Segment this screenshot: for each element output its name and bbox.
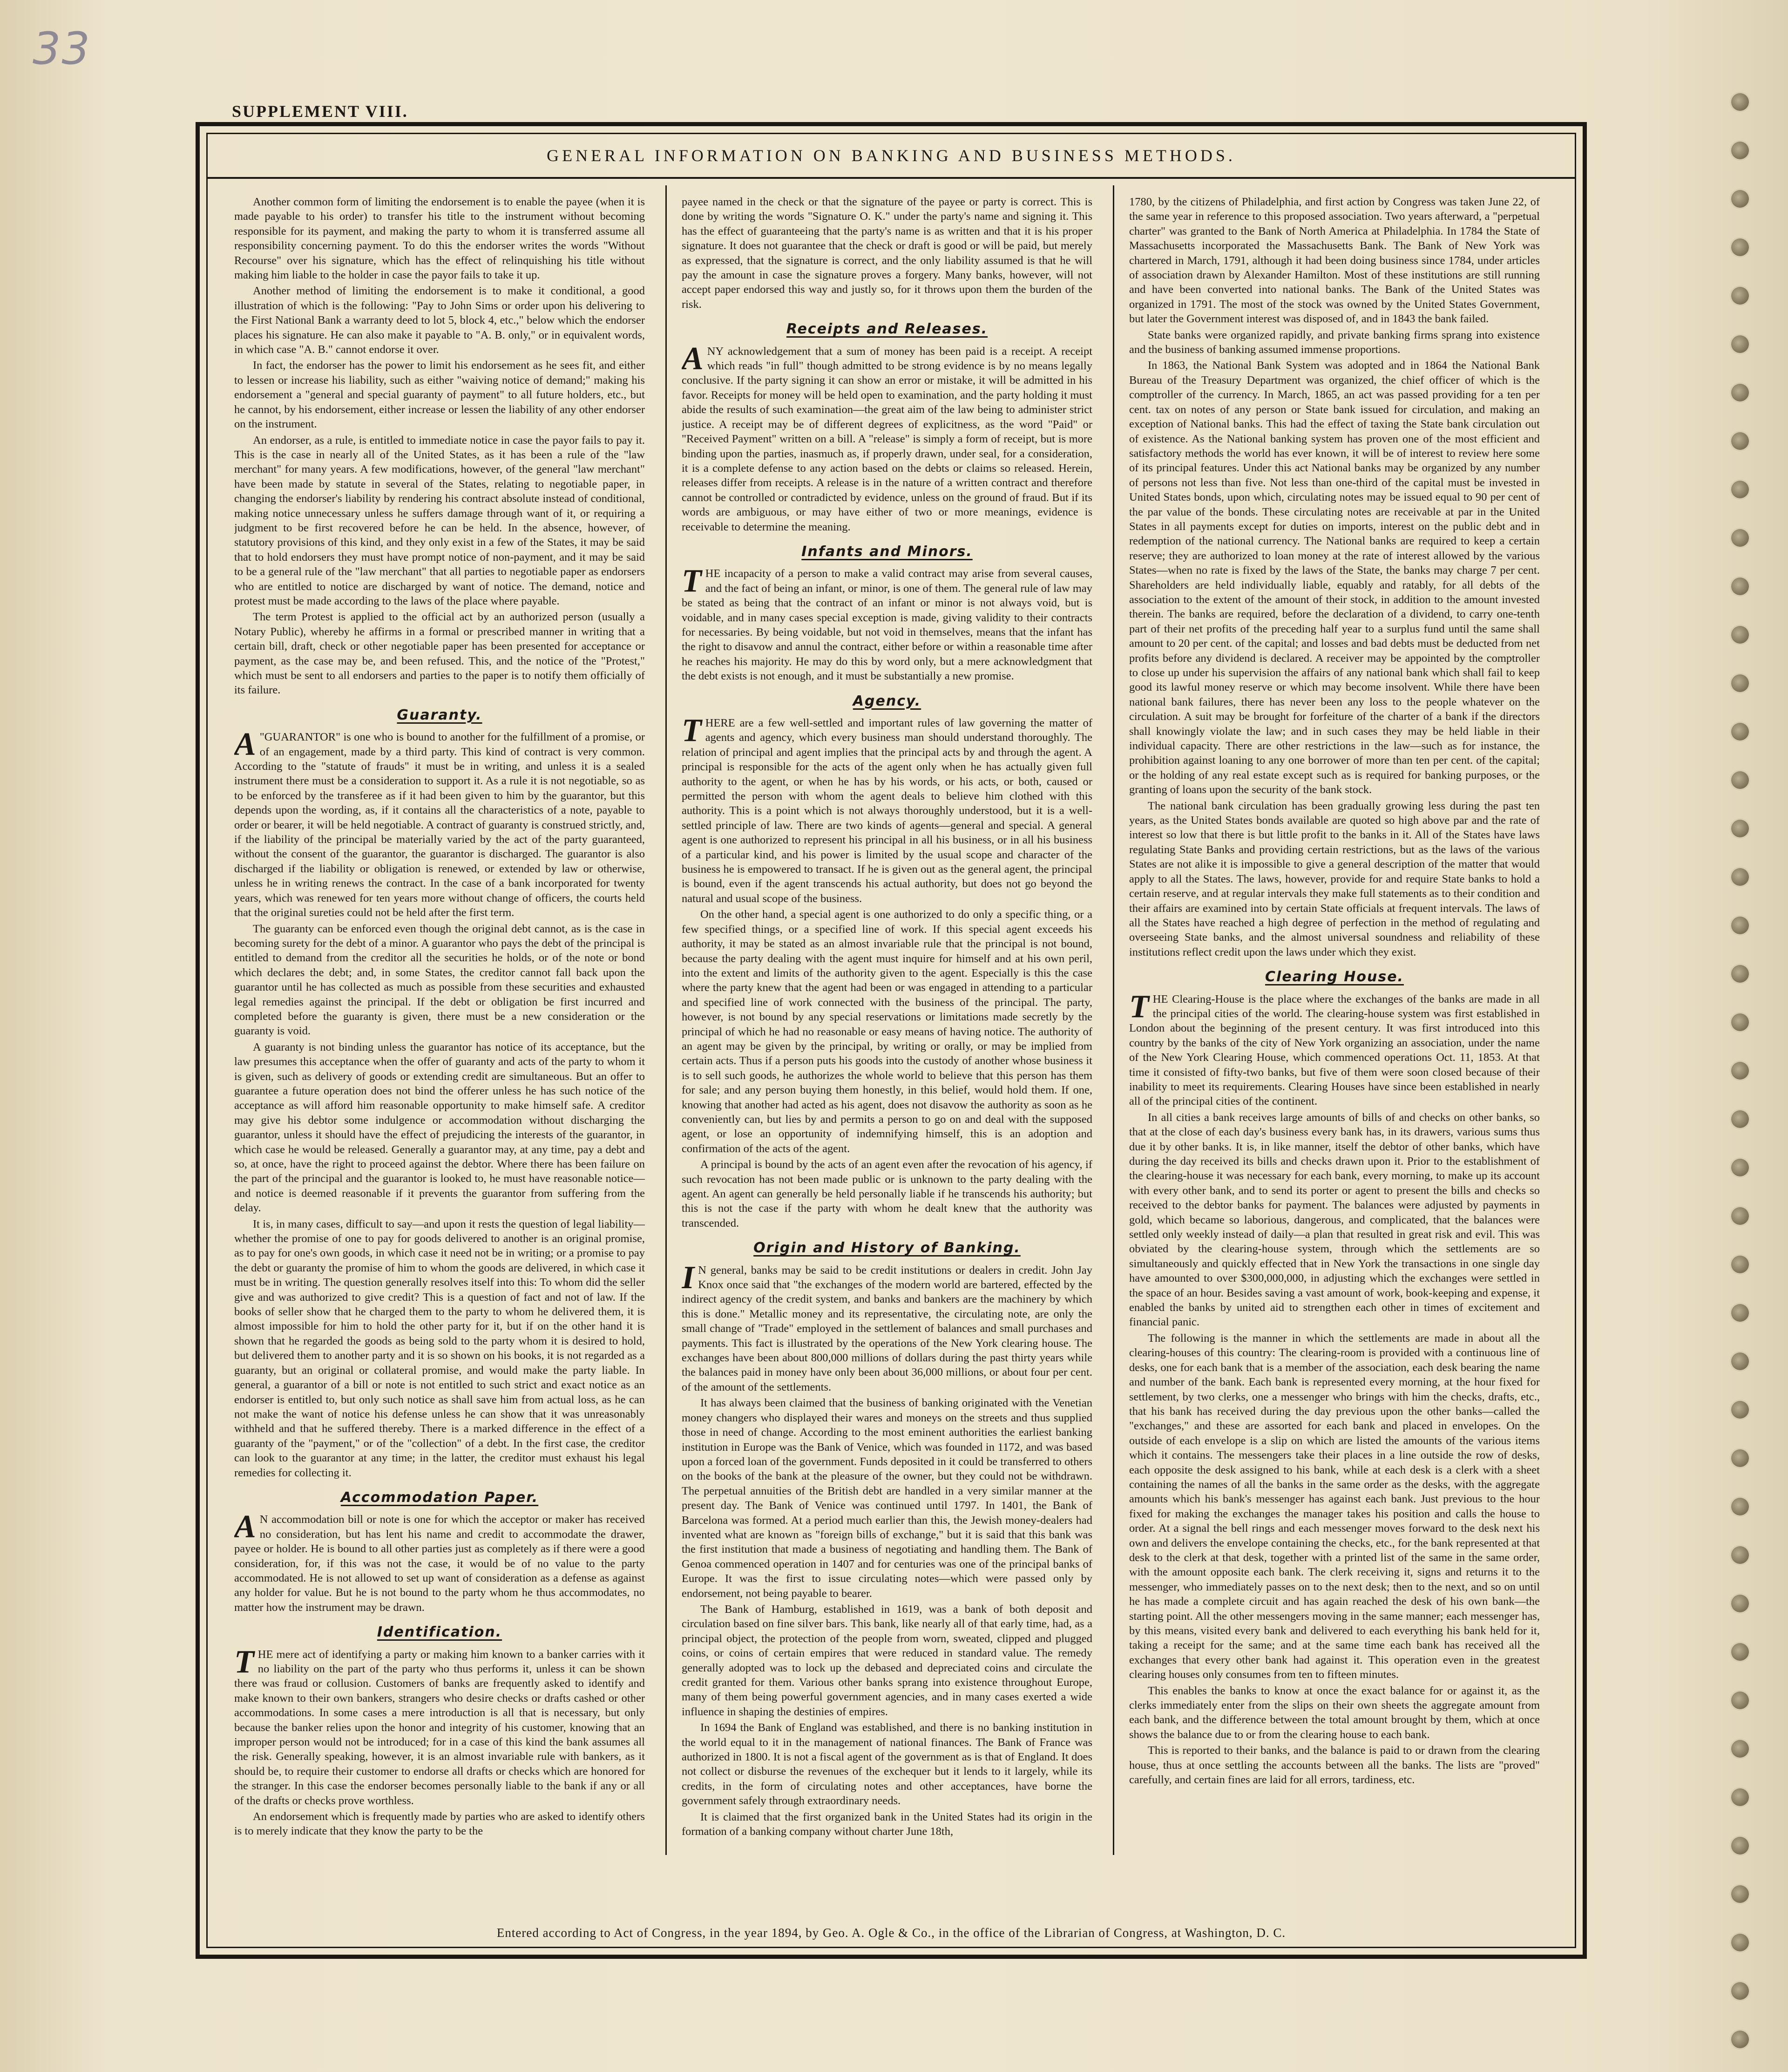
paragraph: This is reported to their banks, and the balance is paid to or drawn from the clearing house, thus at once settling the accounts between all the banks. The lists are "proved" carefully, and certain fines are laid for all errors, tardiness, etc. (1129, 1744, 1540, 1787)
binding-hole (1731, 287, 1749, 305)
binding-hole (1731, 190, 1749, 208)
drop-cap: T (1129, 988, 1149, 1025)
column-2 (682, 195, 1092, 1843)
binding-hole (1731, 1546, 1749, 1564)
binding-hole (1731, 1013, 1749, 1031)
drop-cap: A (682, 340, 704, 377)
paragraph: 1780, by the citizens of Philadelphia, and first action by Congress was taken June 22, of the same year in reference to this proposed association. Two years afterward, a "perpetual charter" was granted to the Bank of North America at Philadelphia. In 1784 the State of Massachusetts incorporated the Massachusetts Bank. The Bank of New York was chartered in March, 1791, although it had been doing business since 1784, under articles of association drawn by Alexander Hamilton. Most of these institutions are still running and have been converted into national banks. The Bank of the United States was organized in 1791. The most of the stock was owned by the United States Government, but later the Government interest was disposed of, and in 1843 the bank failed. (1129, 196, 1540, 326)
binding-hole (1731, 1982, 1749, 2000)
paragraph: payee named in the check or that the signature of the payee or party is correct. This is done by writing the words "Signature O. K." under the party's name and signing it. This has the effect of guaranteeing that the party's name is as written and that it is his proper signature. It does not guarantee that the check or draft is good or will be paid, but merely as expressed, that the signature is correct, and the only liability assumed is that he will pay the amount in case the signature proves a forgery. Many banks, however, will not accept paper endorsed this way and justly so, for it throws upon them the burden of the risk. (682, 196, 1092, 311)
binding-hole (1731, 238, 1749, 256)
drop-cap: T (682, 713, 702, 748)
binding-hole (1731, 1352, 1749, 1370)
drop-cap: I (682, 1259, 695, 1296)
drop-cap: T (682, 563, 702, 599)
paragraph: Another method of limiting the endorsement is to make it conditional, a good illustration of which is the following: "Pay to John Sims or order upon his delivering to the First National Bank a warranty deed to lot 5, block 4, etc.," below which the endorser places his signature. He can also make it payable to "A. B. only," or in equivalent words, in which case "A. B." cannot endorse it over. (234, 285, 645, 356)
paragraph (682, 713, 1092, 906)
binding-hole (1731, 1110, 1749, 1128)
section-heading-origin: Origin and History of Banking. (753, 1240, 1021, 1257)
binding-hole (1731, 1256, 1749, 1273)
supplement-label: SUPPLEMENT VIII. (232, 102, 408, 121)
binding-hole (1731, 432, 1749, 450)
paragraph: In 1694 the Bank of England was established, and there is no banking institution in the world equal to it in the management of national finances. The Bank of France was authorized in 1800. It is not a fiscal agent of the government as is that of England. It does not collect or disburse the revenues of the exchequer but it lends to it largely, while its credits, in the form of circulating notes and other acceptances, have borne the government safely through extraordinary needs. (682, 1721, 1092, 1807)
paragraph: It is claimed that the first organized bank in the United States had its origin in the formation of a banking company without charter June 18th, (682, 1810, 1092, 1838)
paragraph: In fact, the endorser has the power to limit his endorsement as he sees fit, and either to lessen or increase his liability, such as either "waiving notice of demand;" making his endorsement a "general and special guaranty of payment" to all future holders, etc., but he cannot, by his endorsement, either increase or lessen the liability of any other endorser on the instrument. (234, 359, 645, 431)
binding-hole (1731, 529, 1749, 547)
paragraph: The following is the manner in which the settlements are made in about all the clearing-houses of this country: The clearing-room is provided with a continuous line of desks, one for each bank that is a member of the association, each desk bearing the name and number of the bank. Each bank is represented every morning, at the hour fixed for settlement, by two clerks, one a messenger who brings with him the checks, drafts, etc., that his bank has received during the day previous upon the other banks—called the "exchanges," and these are assorted for each bank and placed in envelopes. On the outside of each envelope is a slip on which are listed the amounts of the various items which it contains. The messengers take their places in a line outside the row of desks, each opposite the desk assigned to his bank, while at each desk is a clerk with a sheet containing the names of all the banks in the same order as the desks, with the aggregate amounts which his bank's messenger has against each bank. Just previous to the hour fixed for making the exchanges the manager takes his position and calls the house to order. At a signal the bell rings and each messenger moves forward to the desk next his own and delivers the envelope containing the checks, etc., for the bank represented at that desk to the clerk at that desk, together with a printed list of the same in the same order, with the amount opposite each bank. The clerk receiving it, signs and returns it to the messenger, who immediately passes on to the next desk; then to the next, and so on until he has made a complete circuit and has again reached the desk of his own bank—the starting point. All the other messengers moving in the same manner; each messenger has, by this means, visited every bank and delivered to each everything his bank held for it, taking a receipt for the same; and at the same time each bank has received all the exchanges that every other bank had against it. This operation even in the greatest clearing houses only consumes from ten to fifteen minutes. (1129, 1332, 1540, 1681)
paragraph: An endorser, as a rule, is entitled to immediate notice in case the payor fails to pay it. This is the case in nearly all of the United States, as it has been a rule of the "law merchant" for many years. A few modifications, however, of the general "law merchant" have been made by statute in several of the States, relating to negotiable paper, in changing the endorser's liability by rendering his contract absolute instead of conditional, making notice unnecessary unless he suffers damage through want of it, or requiring a judgment to be first recovered before he can be held. In the absence, however, of statutory provisions of this kind, and they only exist in a few of the States, it may be said that to hold endorsers they must have prompt notice of non-payment, and it may be said to be a general rule of the "law merchant" that all parties to negotiable paper as endorsers who are entitled to notice are discharged by want of notice. The demand, notice and protest must be made according to the laws of the place where payable. (234, 434, 645, 607)
pencil-page-number: 33 (33, 23, 91, 75)
paragraph: It has always been claimed that the business of banking originated with the Venetian money changers who displayed their wares and moneys on the streets and thus supplied those in need of change. According to the most eminent authorities the earliest banking institution in Europe was the Bank of Venice, which was founded in 1172, and was based upon a forced loan of the government. Funds deposited in it could be transferred to others on the books of the bank at the pleasure of the owner, but they could not be withdrawn. The perpetual annuities of the British debt are handled in a very similar manner at the present day. The Bank of Venice was continued until 1797. In 1401, the Bank of Barcelona was formed. At a period much earlier than this, the Jewish money-dealers had invented what are known as "foreign bills of exchange," but it is said that this bank was the first institution that made a business of negotiating and handling them. The Bank of Genoa commenced operation in 1407 and for centuries was one of the principal banks of Europe. It was the first to issue circulating notes—which were passed only by endorsement, not being payable to bearer. (682, 1397, 1092, 1600)
paragraph-text: HERE are a few well-settled and important rules of law governing the matter of agents and agency, which every business man should understand thoroughly. The relation of principal and agent implies that the principal acts by and through the agent. A principal is responsible for the acts of the agent only when he has actually given full authority to the agent, or when he has by his words, or his acts, or both, caused or permitted the person with whom the agent deals to believe him clothed with this authority. This is a point which is not always thoroughly understood, but it is a well-settled principle of law. There are two kinds of agents—general and special. A general agent is one authorized to represent his principal in all his business, or in all his business of a particular kind, and his power is limited by the usual scope and character of the business he is empowered to transact. If he is given out as the general agent, the principal is bound, even if the agent transcends his actual authority, but does not go beyond the natural and usual scope of the business. (682, 717, 1092, 905)
paragraph: The guaranty can be enforced even though the original debt cannot, as is the case in becoming surety for the debt of a minor. A guarantor who pays the debt of the principal is entitled to demand from the creditor all the securities he holds, or of the note or bond which declares the debt; and, in some States, the creditor cannot fall back upon the guarantor until he has collected as much as possible from these securities and exhausted legal remedies against the principal. If the debt or obligation be first incurred and completed before the guaranty is given, there must be a new consideration or the guaranty is void. (234, 922, 645, 1038)
paragraph (1129, 988, 1540, 1109)
binding-hole (1731, 1595, 1749, 1612)
binding-hole (1731, 93, 1749, 111)
paragraph (234, 727, 645, 920)
binding-hole (1731, 142, 1749, 159)
binding-hole (1731, 1788, 1749, 1806)
binding-hole (1731, 626, 1749, 644)
paragraph-text: N accommodation bill or note is one for which the acceptor or maker has received no consideration, but has lent his name and credit to accommodate the drawer, payee or holder. He is bound to all other parties just as completely as if there were a good consideration, for, if this was not the case, it would be of no value to the party accommodated. He is not allowed to set up want of consideration as a defense as against any holder for value. But he is not bound to the party whom he thus accommodates, no matter how the instrument may be drawn. (234, 1513, 645, 1614)
binding-hole (1731, 335, 1749, 353)
drop-cap: A (234, 727, 256, 763)
paragraph: A principal is bound by the acts of an agent even after the revocation of his agency, if such revocation has not been made public or is unknown to the party dealing with the agent. An agent can generally be held personally liable if he transcends his authority; but this is not the case if the party with whom he dealt knew that the authority was transcended. (682, 1158, 1092, 1230)
paragraph (234, 1644, 645, 1808)
paragraph: In all cities a bank receives large amounts of bills of and checks on other banks, so that at the close of each day's business every bank has, in its drawers, various sums thus due it by other banks. It is, in like manner, itself the debtor of other banks, which have during the day received its bills and checks drawn upon it. Prior to the establishment of the clearing-house it was necessary for each bank, every morning, to make up its account with every other bank, and to send its porter or agent to present the bills and checks so received to the debtor banks for payment. The balances were adjusted by payments in gold, which became so laborious, dangerous, and complicated, that the balances were settled only weekly instead of daily—a plan that resulted in great risk and evil. This was obviated by the clearing-house system, through which the settlements are so simultaneously and quickly effected that in New York the transactions in one single day have amounted to over $300,000,000, in adjusting which the exchanges were settled in the space of an hour. Besides saving a vast amount of work, book-keeping and expense, it enabled the banks by united aid to strengthen each other in times of excitement and financial panic. (1129, 1111, 1540, 1329)
binding-hole (1731, 384, 1749, 401)
copyright-footer: Entered according to Act of Congress, in the year 1894, by Geo. A. Ogle & Co., in the office of the Librarian of Congress, at Washington, D. C. (496, 1926, 1286, 1940)
paragraph-text: N general, banks may be said to be credit institutions or dealers in credit. John Jay Knox once said that "the exchanges of the modern world are bartered, effected by the indirect agency of the credit system, and banks and bankers are the machinery by which this is done." Metallic money and its representative, the circulating note, are only the small change of "Trade" employed in the settlement of balances and small purchases and payments. This fact is illustrated by the operations of the New York clearing house. The exchanges have been about 800,000 millions of dollars during the past thirty years while the balances paid in money have only been about 36,000 millions, or about four per cent. of the amount of the settlements. (682, 1264, 1092, 1393)
section-heading-agency: Agency. (853, 693, 921, 709)
binding-hole (1731, 1401, 1749, 1419)
binding-hole (1731, 1740, 1749, 1758)
paragraph: A guaranty is not binding unless the guarantor has notice of its acceptance, but the law presumes this acceptance when the offer of guaranty and acts of the party to whom it is given, such as delivery of goods or extending credit are simultaneous. But an offer to guarantee a future operation does not bind the offerer unless he has such notice of the acceptance as will afford him reasonable opportunity to make himself safe. A creditor may give his debtor some indulgence or accommodation without discharging the guarantor, unless it should have the effect of prejudicing the interests of the guarantor, in which case he would be released. Generally a guarantor may, at any time, pay a debt and so, at once, have the right to proceed against the debtor. Where there has been failure on the part of the principal and the guarantor is looked to, he must have reasonable notice—and notice is deemed reasonable if it prevents the guarantor from suffering from the delay. (234, 1040, 645, 1215)
drop-cap: T (234, 1644, 254, 1680)
binding-hole (1731, 1304, 1749, 1322)
paragraph: An endorsement which is frequently made by parties who are asked to identify others is to merely indicate that they know the party to be the (234, 1810, 645, 1838)
paragraph-text: NY acknowledgement that a sum of money has been paid is a receipt. A receipt which reads "in full" though admitted to be strong evidence is by no means legally conclusive. If the party signing it can show an error or mistake, it will be admitted in his favor. Receipts for money will be held open to examination, and the party holding it must abide the results of such examination—the great aim of the law being to administer strict justice. A receipt may be of different degrees of explicitness, as the word "Paid" or "Received Payment" written on a bill. A "release" is simply a form of receipt, but is more binding upon the parties, inasmuch as, if properly drawn, under seal, for a consideration, it is a complete defense to any action based on the debts or claims so released. Herein, releases differ from receipts. A release is in the nature of a written contract and therefore cannot be controlled or contradicted by evidence, unless on the ground of fraud. But if its words are ambiguous, or may have either of two or more meanings, evidence is receivable to determine the meaning. (682, 345, 1092, 533)
binding-hole (1731, 1062, 1749, 1080)
binding-hole (1731, 1885, 1749, 1903)
binding-hole (1731, 868, 1749, 886)
column-1 (234, 195, 645, 1843)
binding-hole (1731, 1449, 1749, 1467)
section-heading-accommodation: Accommodation Paper. (340, 1489, 539, 1506)
paragraph (682, 563, 1092, 683)
column-3 (1129, 195, 1540, 1843)
paragraph (234, 1509, 645, 1615)
binding-hole (1731, 1159, 1749, 1176)
section-heading-guaranty: Guaranty. (397, 707, 482, 723)
binding-holes (1731, 0, 1768, 2072)
paragraph: The Bank of Hamburg, established in 1619, was a bank of both deposit and circulation based on fine silver bars. This bank, like nearly all of that early time, had, as a principal object, the protection of the people from worn, sweated, clipped and plugged coins, or coins of certain empires that were reduced in standard value. The remedy generally adopted was to lock up the debased and depreciated coins and circulate the credit granted for them. Various other banks sprang into existence throughout Europe, many of them being powerful government agencies, and in many cases exerted a wide influence in shaping the destinies of empires. (682, 1603, 1092, 1718)
binding-hole (1731, 917, 1749, 934)
paragraph: State banks were organized rapidly, and private banking firms sprang into existence and the business of banking assumed immense proportions. (1129, 328, 1540, 356)
paragraph: On the other hand, a special agent is one authorized to do only a specific thing, or a few specified things, or a specified line of work. If this special agent exceeds his authority, it may be stated as an almost invariable rule that the principal is not bound, because the party dealing with the agent must inquire for himself and at his own peril, into the extent and limits of the authority given to the agent. Especially is this the case where the party knew that the agent had been or was engaged in attending to a particular and specified line of work connected with the business of the principal. The party, however, is not bound by any special reservations or limitations made secretly by the principal of which he had no reasonable or easy means of having notice. The authority of an agent may be given by the principal, by writing or orally, or may be implied from certain acts. Thus if a person puts his goods into the custody of another whose business it is to sell such goods, he authorizes the whole world to believe that this person has them for sale; and any person buying them honestly, in this belief, would hold them. If one, knowing that another had acted as his agent, does not disavow the authority as soon as he conveniently can, but lies by and permits a person to go on and deal with the supposed agent, or lose an opportunity of indemnifying himself, this is an adoption and confirmation of the acts of the agent. (682, 908, 1092, 1155)
paragraph: It is, in many cases, difficult to say—and upon it rests the question of legal liability—whether the promise of one to pay for goods delivered to another is an original promise, as to pay for one's own goods, in which case it need not be in writing; or a promise to pay the debt or guaranty the promise of him to whom the goods are delivered, in which case it must be in writing. The question generally resolves itself into this: To whom did the seller give and was authorized to give credit? This is a question of fact and not of law. If the books of seller show that he charged them to the party to whom he delivered them, it is almost impossible for him to hold the other party for it, but if on the other hand it is shown that he regarded the goods as being sold to the party whom it is desired to hold, but delivered them to another party and it is so shown on his books, it is not regarded as a guaranty, but an original or collateral promise, and would make the party liable. In general, a guarantor of a bill or note is not entitled to such strict and exact notice as an endorser is entitled to, but only such notice as shall save him from actual loss, as he can not make the want of notice his defense unless he can show that it was unreasonably withheld and that he suffered thereby. There is a marked difference in the effect of a guaranty of the "payment," or of the "collection" of a debt. In the first case, the creditor can look to the guarantor at any time; in the latter, the creditor must exhaust his legal remedies for collecting it. (234, 1217, 645, 1479)
section-heading-clearing-house: Clearing House. (1265, 969, 1404, 985)
binding-hole (1731, 1498, 1749, 1515)
paragraph: In 1863, the National Bank System was adopted and in 1864 the National Bank Bureau of the Treasury Department was organized, the chief officer of which is the comptroller of the currency. In March, 1865, an act was passed providing for a ten per cent. tax on notes of any person or State bank issued for circulation, and making an exception of National banks. This had the effect of taxing the State bank circulation out of existence. As the National banking system has proven one of the most efficient and satisfactory methods the world has ever known, it will be of interest to review here some of its principal features. Under this act National banks may be organized by any number of persons not less than five. Not less than one-third of the capital must be invested in United States bonds, upon which, circulating notes may be issued equal to 90 per cent of the par value of the bonds. These circulating notes are receivable at par in the United States in all payments except for duties on imports, interest on the public debt and in redemption of the national currency. The National banks are required to keep a certain reserve; they are authorized to loan money at the rate of interest allowed by the various States—when no rate is fixed by the laws of the State, the banks may charge 7 per cent. Shareholders are held individually liable, equably and ratably, for all debts of the association to the extent of the amount of their stock, in addition to the amount invested therein. The banks are required, before the declaration of a dividend, to carry one-tenth part of their net profits of the preceding half year to a surplus fund until the same shall amount to 20 per cent. of the capital; and losses and bad debts must be deducted from net profits before any dividend is declared. A receiver may be appointed by the comptroller to close up under his supervision the affairs of any national bank which shall fail to keep good its lawful money reserve or which may become insolvent. While there have been national bank failures, there has never been any loss to the people whatever on the circulation. A suit may be brought for forfeiture of the charter of a bank if the directors shall knowingly violate the law; and in such cases they may be held liable in their individual capacity. There are other restrictions in the law—such as for instance, the prohibition against loaning to any one borrower of more than ten per cent. of the capital; or the holding of any real estate except such as is required for banking purposes, or the granting of loans upon the security of the bank stock. (1129, 359, 1540, 796)
binding-hole (1731, 771, 1749, 789)
section-heading-infants: Infants and Minors. (801, 543, 973, 560)
paragraph-text: HE Clearing-House is the place where the exchanges of the banks are made in all the principal cities of the world. The clearing-house system was first established in London about the beginning of the present century. It was first introduced into this country by the banks of the city of New York organizing an association, under the name of the New York Clearing House, which commenced operations Oct. 11, 1853. At that time it consisted of fifty-two banks, but five of them were soon closed because of their inability to meet its requirements. Clearing Houses have since been established in nearly all of the principal cities of the continent. (1129, 992, 1540, 1108)
inner-border (206, 133, 1576, 1948)
binding-hole (1731, 2031, 1749, 2048)
paragraph: Another common form of limiting the endorsement is to enable the payee (when it is made payable to his order) to transfer his title to the instrument without becoming responsible for its payment, and making the party to whom it is transferred assume all responsibility concerning payment. To do this the endorser writes the words "Without Recourse" over his signature, which has the effect of relinquishing his title without making him liable to the holder in case the payor fails to take it up. (234, 196, 645, 282)
binding-hole (1731, 481, 1749, 498)
binding-hole (1731, 965, 1749, 983)
drop-cap: A (234, 1509, 256, 1545)
paragraph-text: "GUARANTOR" is one who is bound to another for the fulfillment of a promise, or of an engagement, made by a third party. This kind of contract is very common. According to the "statute of frauds" it must be in writing, and unless it is a sealed instrument there must be a consideration to support it. As a rule it is not negotiable, so as to be enforced by the transferee as if it had been given to him by the guarantor, but this depends upon the wording, as, if it contains all the characteristics of a note, payable to order or bearer, it will be held negotiable. A contract of guaranty is construed strictly, and, if the liability of the principal be materially varied by the act of the party guaranteed, without the consent of the guarantor, the guarantor is discharged. The guarantor is also discharged if the liability or obligation is renewed, or extended by law or otherwise, unless he in writing renews the contract. In the case of a bank incorporated for twenty years, which was renewed for ten years more without change of officers, the courts held that the original sureties could not be held after the first term. (234, 731, 645, 919)
binding-hole (1731, 577, 1749, 595)
paragraph: This enables the banks to know at once the exact balance for or against it, as the clerks immediately enter from the slips on their own sheets the aggregate amount from each bank, and the difference between the total amount brought by them, which at once shows the balance due to or from the clearing house to each bank. (1129, 1684, 1540, 1741)
binding-hole (1731, 1643, 1749, 1661)
paragraph (682, 340, 1092, 534)
paragraph: The term Protest is applied to the official act by an authorized person (usually a Notary Public), whereby he affirms in a formal or prescribed manner in writing that a certain bill, draft, check or other negotiable paper has been presented for acceptance or payment, as the case may be, and been refused. This, and the notice of the "Protest," which must be sent to all endorsers and parties to the paper is to notify them officially of its failure. (234, 611, 645, 697)
paragraph-text: HE incapacity of a person to make a valid contract may arise from several causes, and the fact of being an infant, or minor, is one of them. The general rule of law may be stated as being that the contract of an infant or minor is not always void, but is voidable, and in many cases special exception is made, giving validity to their contracts for necessaries. By being voidable, but not void in themselves, means that the infant has the right to disavow and annul the contract, either before or within a reasonable time after he reaches his majority. He may do this by word only, but a mere acknowledgment that the debt exists is not enough, and it must be substantially a new promise. (682, 567, 1092, 683)
banner-title: GENERAL INFORMATION ON BANKING AND BUSINESS METHODS. (208, 134, 1575, 179)
column-divider (1113, 185, 1114, 1855)
binding-hole (1731, 820, 1749, 837)
column-divider (665, 185, 667, 1855)
binding-hole (1731, 1692, 1749, 1709)
binding-hole (1731, 723, 1749, 740)
binding-hole (1731, 1207, 1749, 1225)
paragraph (682, 1259, 1092, 1395)
binding-hole (1731, 1837, 1749, 1855)
content-frame (196, 122, 1587, 1959)
paragraph-text: HE mere act of identifying a party or making him known to a banker carries with it no liability on the part of the party who thus performs it, unless it can be shown there was fraud or collusion. Customers of banks are frequently asked to identify and make known to their own bankers, strangers who desire checks or drafts cashed or other accommodations. In some cases a mere introduction is all that is necessary, but only because the banker relies upon the honor and integrity of his customer, knowing that an improper person would not be introduced; for in a case of this kind the bank assumes all the risk. Generally speaking, however, it is an almost invariable rule with bankers, as it should be, to require their customer to endorse all drafts or checks which are honored for the stranger. In this case the endorser becomes personally liable to the bank if any or all of the drafts or checks prove worthless. (234, 1648, 645, 1807)
paragraph: The national bank circulation has been gradually growing less during the past ten years, as the United States bonds available are quoted so high above par and the rate of interest so low that there is but little profit to the banks in it. All of the States have laws regulating State Banks and providing certain restrictions, but as the laws of the various States are not alike it is impossible to give a general description of the matter that would apply to all the States. The laws, however, provide for and require State banks to hold a certain reserve, and at regular intervals they make full statements as to their condition and their affairs are examined into by certain State officials at frequent intervals. The laws of all the States have reached a high degree of perfection in the method of regulating and overseeing State banks, and the almost universal soundness and reliability of these institutions reflect credit upon the laws under which they exist. (1129, 799, 1540, 958)
binding-hole (1731, 674, 1749, 692)
binding-hole (1731, 1934, 1749, 1951)
section-heading-identification: Identification. (377, 1624, 502, 1641)
section-heading-receipts: Receipts and Releases. (786, 321, 988, 338)
